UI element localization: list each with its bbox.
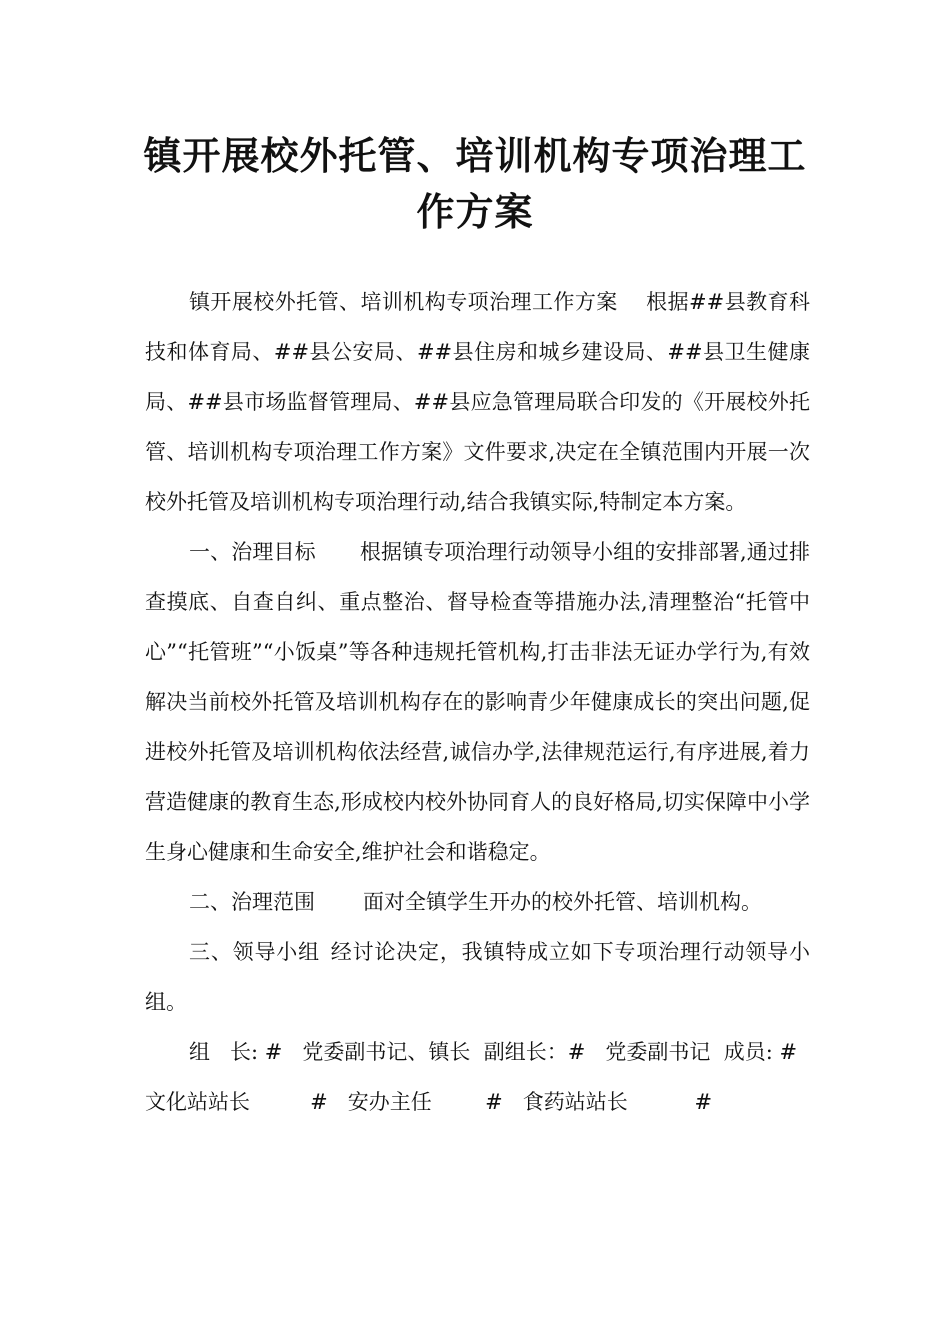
title-line-2: 作方案 (416, 190, 534, 234)
intro-paragraph: 镇开展校外托管、培训机构专项治理工作方案 根据##县教育科技和体育局、##县公安局、##县住房和城乡建设局、##县卫生健康局、##县市场监督管理局、##县应急管理局联合印发的《开展校外托管、培训机构专项治理工作方案》文件要求,决定在全镇范围内开展一次校外托管及培训机构专项治理行动,结合我镇实际,特制定本方案。 (145, 290, 810, 514)
section-1-heading: 一、治理目标 (189, 540, 316, 564)
section-3-paragraph (145, 927, 810, 1027)
document-body (145, 277, 818, 1127)
section-2-heading: 二、治理范围 (189, 890, 315, 914)
leadership-roster: 组 长: # 党委副书记、镇长 副组长：# 党委副书记 成员: # 文化站站长 # 安办主任 # 食药站站长 # (145, 1040, 818, 1114)
section-3-body: 经讨论决定，我镇特成立如下专项治理行动领导小组。 (145, 940, 811, 1014)
section-2-paragraph (145, 877, 810, 927)
title-line-1: 镇开展校外托管、培训机构专项治理工 (143, 134, 807, 178)
document-title (100, 128, 850, 240)
section-2-body: 面对全镇学生开办的校外托管、培训机构。 (363, 890, 762, 914)
section-3-heading: 三、领导小组 (189, 940, 320, 964)
section-1-body: 根据镇专项治理行动领导小组的安排部署,通过排查摸底、自查自纠、重点整治、督导检查等措施办法,清理整治“托管中心”“托管班”“小饭桌”等各种违规托管机构,打击非法无证办学行为,有效解决当前校外托管及培训机构存在的影响青少年健康成长的突出问题,促进校外托管及培训机构依法经营,诚信办学,法律规范运行,有序进展,着力营造健康的教育生态,形成校内校外协同育人的良好格局,切实保障中小学生身心健康和生命安全,维护社会和谐稳定。 (145, 540, 810, 864)
section-1-paragraph (145, 527, 810, 877)
